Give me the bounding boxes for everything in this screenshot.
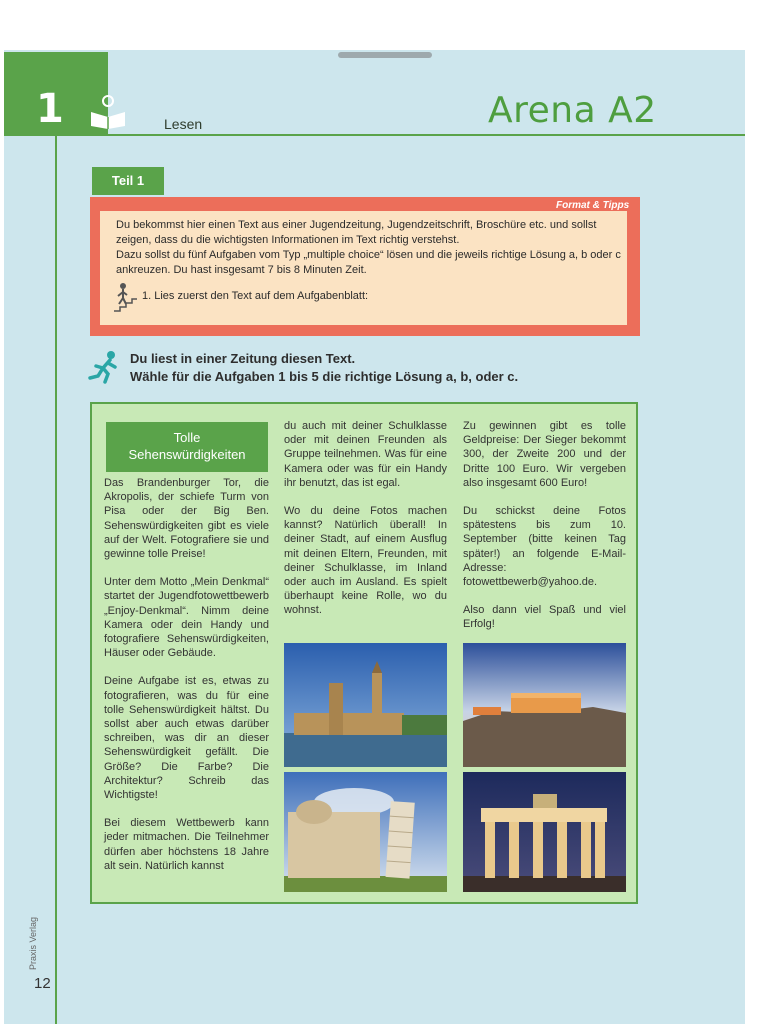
instruction-line-1: Du liest in einer Zeitung diesen Text.: [130, 351, 356, 366]
article-paragraph: Unter dem Motto „Mein Denkmal“ startet der Jugendfotowettbewerb „Enjoy-Denkmal“. Nimm deine Kamera oder dein Handy und fotografiere Sehenswürdigkeiten, Häuser oder Gebäude.: [104, 576, 269, 660]
stairs-climber-icon: [112, 282, 138, 312]
article-column-1: [104, 476, 269, 887]
teil-label: Teil 1: [92, 167, 164, 195]
running-person-icon: [88, 350, 122, 384]
photo-brandenburger-tor: [463, 772, 626, 892]
book-title: Arena A2: [488, 90, 657, 131]
article-paragraph: Das Brandenburger Tor, die Akropolis, der schiefe Turm von Pisa oder der Big Ben. Sehenswürdigkeiten gibt es viele auf der Welt. Fotografiere sie und gewinne tolle Preise!: [104, 477, 269, 561]
margin-rule: [55, 134, 57, 1024]
instruction-line-2: Wähle für die Aufgaben 1 bis 5 die richtige Lösung a, b, oder c.: [130, 369, 519, 384]
binder-clip: [338, 52, 432, 58]
article-paragraph: Bei diesem Wettbewerb kann jeder mitmachen. Die Teilnehmer dürfen aber höchstens 18 Jahre alt sein. Natürlich kannst: [104, 817, 269, 872]
tip-paragraph-2: Dazu sollst du fünf Aufgaben vom Typ „multiple choice“ lösen und die jeweils richtige Lösung a, b oder c ankreuzen. Du hast insgesamt 7 bis 8 Minuten Zeit.: [116, 249, 621, 276]
publisher-label: Praxis Verlag: [28, 916, 38, 970]
article-paragraph: Deine Aufgabe ist es, etwas zu fotografieren, was du für eine tolle Sehenswürdigkeit hältst. Du sollst aber auch etwas darüber schreiben, was dir an dieser Sehenswürdigkeit gefällt. Die Größe? Die Farbe? Die Architektur? Schreib das Wichtigste!: [104, 675, 269, 802]
tip-text: [116, 218, 622, 278]
article-column-2: [284, 419, 447, 632]
article-paragraph: du auch mit deiner Schulklasse oder mit deinen Freunden als Gruppe teilnehmen. Was für eine Kamera oder was für ein Handy ihr benutzt, das ist egal.: [284, 420, 447, 489]
article-paragraph: Wo du deine Fotos machen kannst? Natürlich überall! In deiner Stadt, auf einem Ausflug mit deinen Eltern, Freunden, mit deiner Schulklasse, im Inland oder auch im Ausland. Es spielt überhaupt keine Rolle, wo du wohnst.: [284, 505, 447, 617]
photo-pisa: [284, 772, 447, 892]
article-paragraph: Zu gewinnen gibt es tolle Geldpreise: Der Sieger bekommt 300, der Zweite 200 und der Dritte 100 Euro. Wir vergeben also insgesamt 600 Euro!: [463, 420, 626, 489]
photo-acropolis: [463, 643, 626, 767]
photo-big-ben: [284, 643, 447, 767]
reading-book-icon: [88, 92, 128, 130]
article-title-line-2: Sehenswürdigkeiten: [128, 447, 246, 462]
article-title-line-1: Tolle: [173, 430, 201, 445]
tip-paragraph-1: Du bekommst hier einen Text aus einer Jugendzeitung, Jugendzeitschrift, Broschüre etc. und sollst zeigen, dass du die wichtigsten Informationen im Text richtig verstehst.: [116, 219, 597, 246]
section-label: Lesen: [164, 116, 203, 132]
header-rule: [4, 134, 745, 136]
article-paragraph: Du schickst deine Fotos spätestens bis zum 10. September (bitte keinen Tag später!) an folgende E-Mail-Adresse: fotowettbewerb@yahoo.de.: [463, 505, 626, 589]
article-paragraph: Also dann viel Spaß und viel Erfolg!: [463, 604, 626, 631]
article-column-3: [463, 419, 626, 646]
article-title: [106, 422, 268, 472]
chapter-number: 1: [36, 86, 64, 132]
page-number: 12: [34, 975, 51, 992]
tip-step-1: 1. Lies zuerst den Text auf dem Aufgabenblatt:: [142, 290, 369, 302]
format-tips-label: Format & Tipps: [556, 200, 630, 211]
